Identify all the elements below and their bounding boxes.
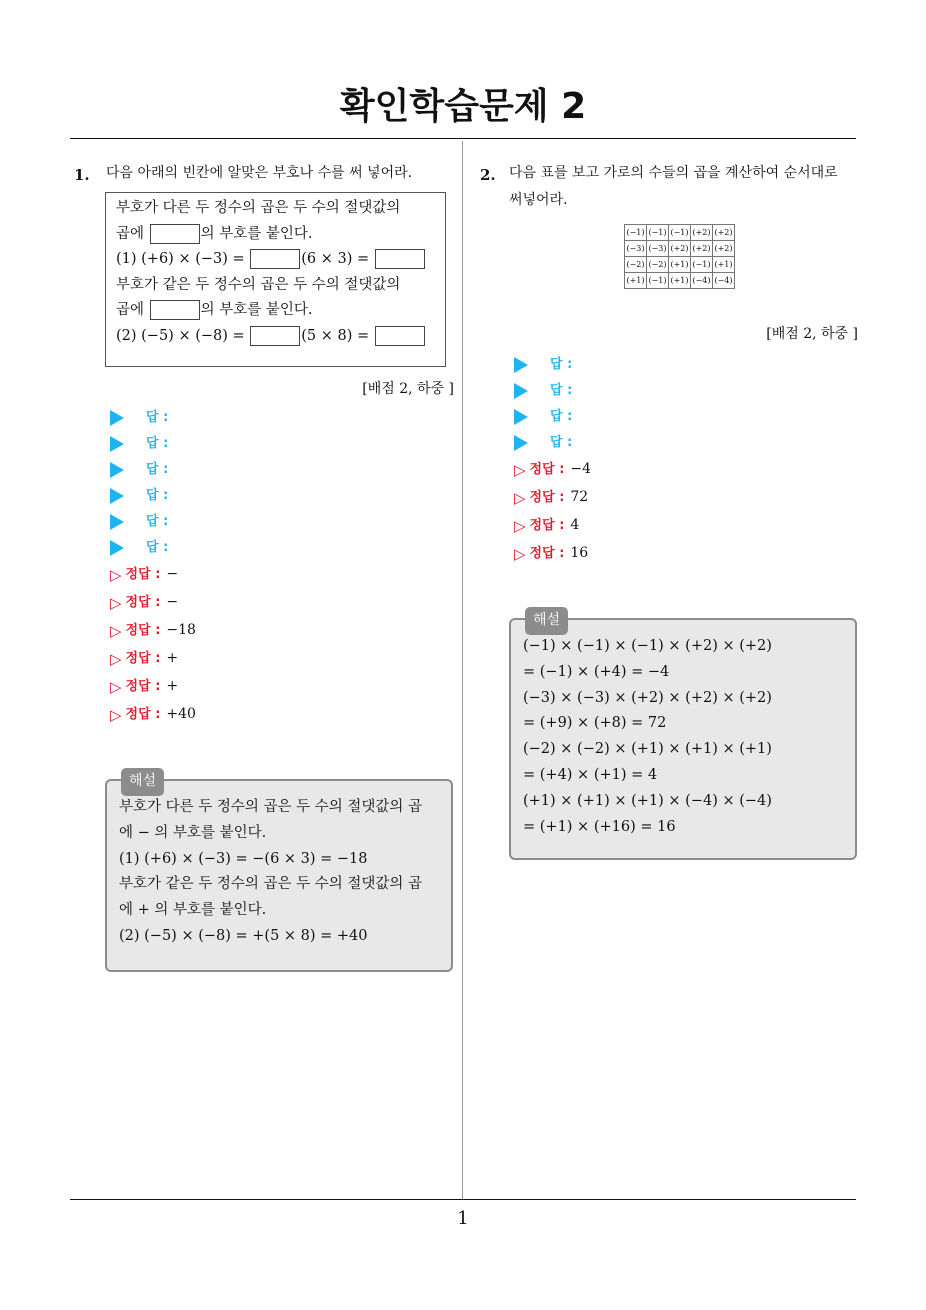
correct-label: 정답 : (125, 707, 161, 722)
correct-value: −18 (166, 622, 196, 638)
q1-box-text: (2) (−5) × (−8) = (116, 327, 245, 344)
q1-box-text: 곱에 (116, 302, 145, 318)
q1-box-text: (6 × 3) = (301, 251, 370, 267)
answer-label: 답 : (146, 488, 169, 503)
play-icon (514, 383, 528, 399)
solution-line: = (+1) × (+16) = 16 (523, 818, 676, 835)
answer-label: 답 : (550, 435, 573, 450)
q2-number: 2. (480, 166, 496, 184)
solution-line: = (+4) × (+1) = 4 (523, 766, 658, 783)
table-cell: (+2) (713, 241, 735, 257)
outline-triangle-icon: ▷ (514, 488, 526, 507)
page-title: 확인학습문제 2 (339, 86, 587, 127)
table-cell: (−1) (647, 225, 669, 241)
correct-value: 16 (570, 545, 589, 561)
q2-answer-row (514, 353, 572, 379)
table-row (625, 225, 735, 241)
blank-field[interactable] (375, 249, 425, 269)
solution-line: (2) (−5) × (−8) = +(5 × 8) = +40 (119, 927, 368, 944)
play-icon (110, 540, 124, 556)
correct-label: 정답 : (529, 518, 565, 533)
q1-answer-row (110, 484, 168, 510)
answer-label: 답 : (550, 409, 573, 424)
q2-correct-row (514, 486, 588, 512)
solution-line: 에 − 의 부호를 붙인다. (119, 824, 267, 841)
table-row (625, 257, 735, 273)
q1-box-text: 의 부호를 붙인다. (200, 225, 313, 242)
table-cell: (+1) (625, 273, 647, 289)
q1-answer-row (110, 458, 168, 484)
correct-value: 4 (570, 517, 580, 533)
correct-value: + (166, 678, 179, 694)
blank-field[interactable] (250, 326, 300, 346)
q1-box-line: 부호가 다른 두 정수의 곱은 두 수의 절댓값의 (116, 200, 401, 216)
q1-score: [배점 2, 하중 ] (362, 381, 454, 397)
q1-box-text: (1) (+6) × (−3) = (116, 251, 245, 267)
outline-triangle-icon: ▷ (110, 593, 122, 612)
q1-correct-row (110, 563, 178, 589)
q1-box-text: 의 부호를 붙인다. (200, 302, 313, 318)
header-rule (70, 138, 856, 139)
q1-answer-row (110, 406, 168, 432)
play-icon (110, 436, 124, 452)
blank-field[interactable] (250, 249, 300, 269)
outline-triangle-icon: ▷ (514, 544, 526, 563)
q1-answer-row (110, 510, 168, 536)
play-icon (514, 409, 528, 425)
solution-line: 부호가 다른 두 정수의 곱은 두 수의 절댓값의 곱 (119, 799, 423, 815)
outline-triangle-icon: ▷ (110, 649, 122, 668)
outline-triangle-icon: ▷ (110, 621, 122, 640)
table-row (625, 273, 735, 289)
answer-label: 답 : (146, 462, 169, 477)
q2-text-line2: 써넣어라. (509, 192, 568, 208)
correct-label: 정답 : (125, 679, 161, 694)
table-cell: (−3) (647, 241, 669, 257)
solution-line: (−1) × (−1) × (−1) × (+2) × (+2) (523, 638, 772, 654)
q2-answer-row (514, 405, 572, 431)
q1-number: 1. (74, 166, 90, 184)
play-icon (514, 435, 528, 451)
q2-answer-row (514, 431, 572, 457)
answer-label: 답 : (146, 540, 169, 555)
answer-label: 답 : (146, 436, 169, 451)
q1-box-line (116, 324, 435, 350)
outline-triangle-icon: ▷ (110, 705, 122, 724)
solution-line: = (+9) × (+8) = 72 (523, 715, 667, 732)
correct-value: 72 (570, 489, 589, 505)
blank-field[interactable] (150, 300, 200, 320)
solution-line: 부호가 같은 두 정수의 곱은 두 수의 절댓값의 곱 (119, 876, 423, 893)
q1-answer-row (110, 432, 168, 458)
correct-value: − (166, 594, 179, 610)
solution-line: (−2) × (−2) × (+1) × (+1) × (+1) (523, 741, 772, 758)
outline-triangle-icon: ▷ (514, 460, 526, 479)
q2-score: [배점 2, 하중 ] (766, 326, 858, 342)
outline-triangle-icon: ▷ (514, 516, 526, 535)
outline-triangle-icon: ▷ (110, 677, 122, 696)
table-cell: (−1) (691, 257, 713, 273)
footer-rule (70, 1199, 856, 1200)
table-cell: (+1) (669, 257, 691, 273)
table-cell: (+1) (669, 273, 691, 289)
play-icon (514, 357, 528, 373)
solution-line: (1) (+6) × (−3) = −(6 × 3) = −18 (119, 850, 368, 867)
table-row (625, 241, 735, 257)
table-cell: (+2) (691, 225, 713, 241)
q1-box-line (116, 298, 435, 324)
play-icon (110, 410, 124, 426)
table-cell: (−4) (691, 273, 713, 289)
table-cell: (−1) (669, 225, 691, 241)
play-icon (110, 488, 124, 504)
q1-box-line: 부호가 같은 두 정수의 곱은 두 수의 절댓값의 (116, 276, 401, 293)
answer-label: 답 : (146, 514, 169, 529)
table-cell: (−1) (647, 273, 669, 289)
correct-value: − (166, 566, 179, 582)
table-cell: (−4) (713, 273, 735, 289)
q1-box-text: (5 × 8) = (301, 327, 370, 344)
outline-triangle-icon: ▷ (110, 565, 122, 584)
correct-label: 정답 : (529, 462, 565, 477)
q2-correct-row (514, 514, 579, 540)
q1-box-line (116, 222, 435, 248)
q1-correct-row (110, 703, 196, 729)
q1-box-line (116, 247, 435, 273)
correct-label: 정답 : (125, 623, 161, 638)
solution-line: 에 + 의 부호를 붙인다. (119, 902, 267, 919)
table-cell: (+1) (713, 257, 735, 273)
table-cell: (−2) (625, 257, 647, 273)
q2-number-table (624, 224, 735, 289)
correct-value: +40 (166, 706, 196, 722)
correct-label: 정답 : (125, 567, 161, 582)
blank-field[interactable] (375, 326, 425, 346)
play-icon (110, 514, 124, 530)
correct-value: + (166, 650, 179, 666)
q1-correct-row (110, 591, 178, 617)
q1-answer-row (110, 536, 168, 562)
table-cell: (−3) (625, 241, 647, 257)
correct-label: 정답 : (125, 651, 161, 666)
q1-correct-row (110, 619, 196, 645)
q1-text: 다음 아래의 빈칸에 알맞은 부호나 수를 써 넣어라. (106, 165, 413, 181)
answer-label: 답 : (550, 357, 573, 372)
q1-box-text: 곱에 (116, 225, 145, 242)
page-number: 1 (457, 1208, 469, 1229)
solution-line: = (−1) × (+4) = −4 (523, 663, 670, 680)
table-cell: (+2) (713, 225, 735, 241)
correct-label: 정답 : (529, 546, 565, 561)
q1-solution-box (105, 773, 453, 972)
table-cell: (+2) (691, 241, 713, 257)
q1-problem-box (105, 192, 446, 367)
solution-tag: 해설 (525, 607, 568, 635)
solution-tag: 해설 (121, 768, 164, 796)
correct-label: 정답 : (125, 595, 161, 610)
answer-label: 답 : (550, 383, 573, 398)
q2-solution-box (509, 612, 857, 860)
play-icon (110, 462, 124, 478)
q2-correct-row (514, 458, 591, 484)
solution-line: (+1) × (+1) × (+1) × (−4) × (−4) (523, 792, 772, 809)
solution-line: (−3) × (−3) × (+2) × (+2) × (+2) (523, 689, 772, 706)
correct-value: −4 (570, 461, 592, 477)
table-cell: (−1) (625, 225, 647, 241)
column-divider (462, 141, 463, 1200)
table-cell: (+2) (669, 241, 691, 257)
q2-answer-row (514, 379, 572, 405)
q2-correct-row (514, 542, 588, 568)
correct-label: 정답 : (529, 490, 565, 505)
q1-correct-row (110, 647, 178, 673)
answer-label: 답 : (146, 410, 169, 425)
q2-text-line1: 다음 표를 보고 가로의 수들의 곱을 계산하여 순서대로 (509, 165, 838, 181)
table-cell: (−2) (647, 257, 669, 273)
q1-correct-row (110, 675, 178, 701)
blank-field[interactable] (150, 224, 200, 244)
